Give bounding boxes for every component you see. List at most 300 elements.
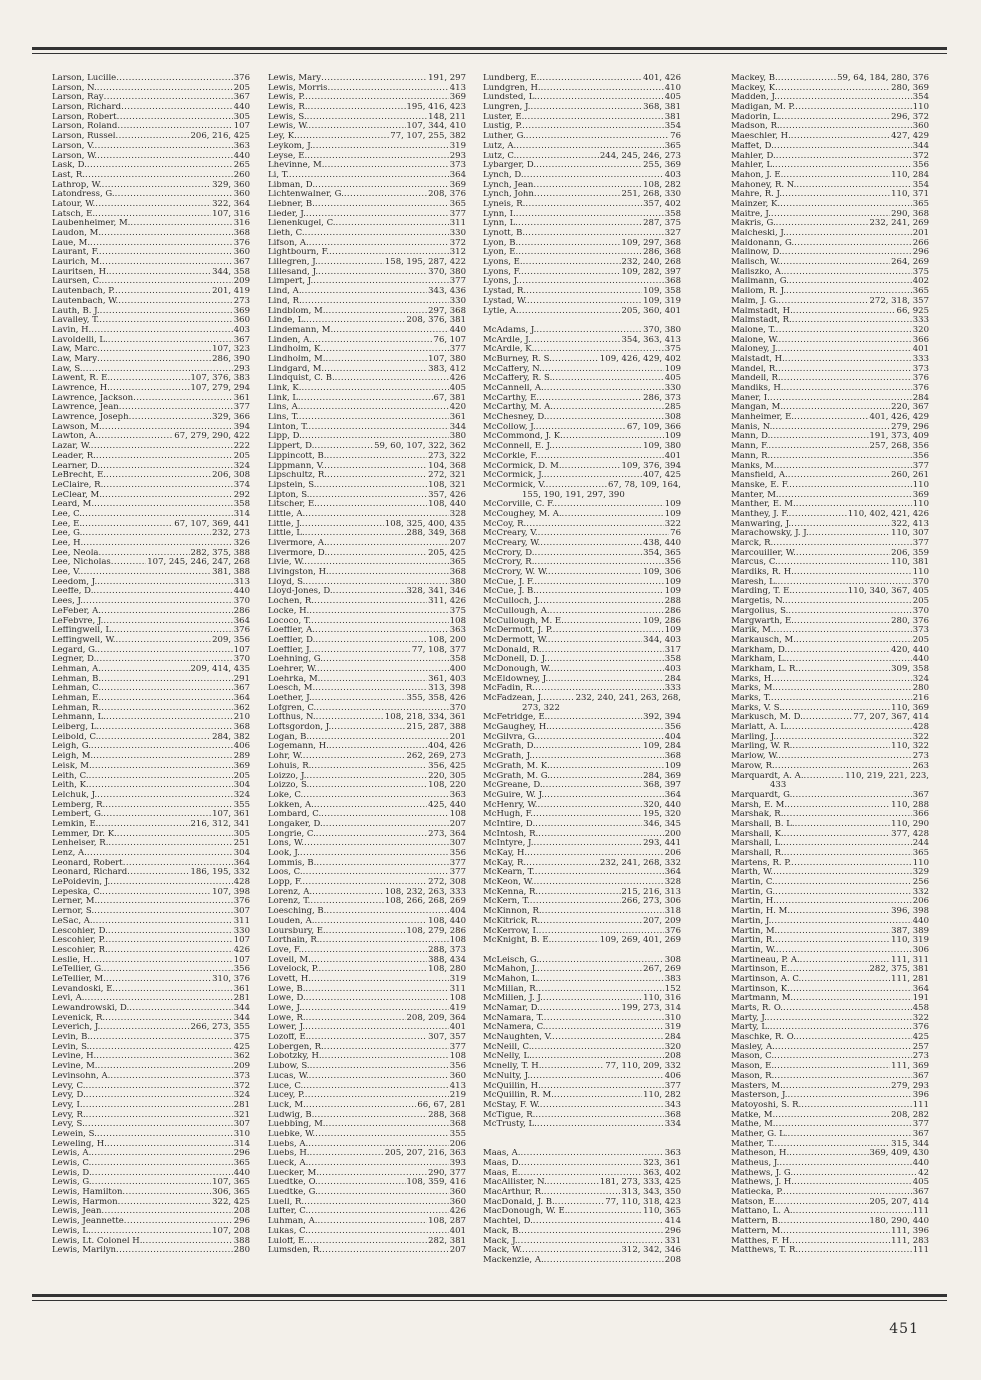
entry-pages: 376	[233, 897, 250, 907]
entry-pages: 273	[912, 1052, 929, 1062]
index-entry	[483, 597, 681, 607]
entry-pages: 364	[449, 170, 466, 180]
dot-leader	[778, 752, 911, 762]
entry-name: Lewandrowski, D.	[52, 1004, 130, 1013]
entry-name: Marcouiller, W.	[731, 548, 796, 558]
index-entry	[731, 113, 929, 123]
index-entry	[52, 1217, 250, 1227]
entry-pages: 376	[233, 238, 250, 248]
dot-leader	[552, 355, 599, 365]
entry-pages: 388	[233, 1236, 250, 1246]
entry-pages: 307	[449, 839, 466, 849]
entry-pages: 107	[233, 645, 250, 655]
dot-leader	[544, 384, 664, 394]
index-entry	[731, 907, 929, 917]
entry-name: Law, Marc	[52, 345, 97, 355]
index-entry	[268, 752, 466, 762]
index-entry	[483, 307, 681, 317]
entry-pages: 440	[233, 103, 250, 113]
entry-name: Lons, W.	[268, 839, 304, 849]
entry-pages: 216, 312, 341	[190, 819, 250, 829]
entry-name: Mahler, L.	[731, 161, 775, 171]
entry-pages: 111, 369	[891, 1062, 929, 1072]
entry-pages: 388, 434	[428, 955, 466, 965]
index-entry	[52, 345, 250, 355]
index-entry	[731, 1082, 929, 1092]
entry-pages: 383, 412	[428, 364, 466, 374]
index-entry	[268, 171, 466, 181]
entry-name: Matoyoshi, S. R.	[731, 1100, 802, 1110]
entry-pages: 110, 381	[891, 558, 929, 568]
dot-leader	[311, 617, 449, 627]
index-entry	[52, 1130, 250, 1140]
entry-name: Lewis, Morris	[268, 83, 328, 93]
entry-name: Lozoff, E.	[268, 1033, 309, 1043]
entry-name: Lescohier, R.	[52, 945, 108, 955]
entry-pages: 304	[233, 781, 250, 791]
index-entry	[483, 810, 681, 820]
index-entry	[483, 655, 681, 665]
entry-name: Lloyd, S.	[268, 577, 306, 587]
entry-pages: 425	[233, 1042, 250, 1052]
entry-name: Levin, S.	[52, 1042, 90, 1052]
index-entry	[268, 956, 466, 966]
dot-leader	[527, 297, 642, 307]
index-columns	[52, 74, 929, 1274]
index-entry	[483, 442, 681, 452]
dot-leader	[319, 936, 448, 946]
dot-leader	[309, 1072, 449, 1082]
dot-leader	[534, 558, 663, 568]
dot-leader	[792, 316, 912, 326]
entry-pages: 328	[449, 509, 466, 519]
entry-pages: 286, 373	[643, 393, 681, 403]
entry-name: Lavin, H.	[52, 325, 92, 335]
index-entry	[731, 655, 929, 665]
entry-pages: 367	[912, 1071, 929, 1081]
entry-name: Link, K.	[268, 384, 302, 393]
entry-name: Loesch, M.	[268, 684, 316, 694]
dot-leader	[550, 607, 664, 617]
dot-leader	[306, 1014, 406, 1024]
index-entry	[483, 161, 681, 171]
entry-pages: 364	[233, 858, 250, 868]
entry-pages: 109	[664, 509, 681, 519]
entry-pages: 370, 380	[428, 267, 466, 277]
entry-pages: 401	[912, 345, 929, 355]
dot-leader	[302, 287, 428, 297]
index-entry	[52, 452, 250, 462]
entry-pages: 364	[664, 790, 681, 800]
index-entry	[268, 801, 466, 811]
dot-leader	[99, 248, 233, 258]
dot-leader	[516, 142, 664, 152]
index-entry	[52, 762, 250, 772]
dot-leader	[133, 394, 233, 404]
dot-leader	[526, 132, 669, 142]
index-entry	[268, 239, 466, 249]
index-entry	[483, 142, 681, 152]
dot-leader	[539, 394, 642, 404]
index-entry	[268, 384, 466, 394]
index-entry	[52, 956, 250, 966]
entry-pages: 401, 426, 429	[869, 413, 929, 423]
index-entry	[731, 307, 929, 317]
entry-pages: 406	[233, 742, 250, 752]
entry-pages: 354, 363, 413	[621, 335, 681, 345]
entry-pages: 366	[912, 810, 929, 820]
entry-name: Little, A.	[268, 509, 306, 519]
section-gap	[483, 1140, 681, 1150]
index-entry	[483, 723, 681, 733]
entry-pages: 286, 368	[643, 248, 681, 258]
dot-leader	[774, 142, 912, 152]
entry-name: Lucas, W.	[268, 1071, 309, 1081]
index-entry	[483, 849, 681, 859]
index-entry	[268, 210, 466, 220]
dot-leader	[792, 742, 890, 752]
entry-pages: 313, 343, 350	[621, 1188, 681, 1198]
index-entry	[731, 839, 929, 849]
entry-pages: 110, 340, 367, 405	[847, 587, 929, 597]
entry-pages: 76	[670, 529, 681, 539]
entry-name: Lawton, A.	[52, 432, 99, 442]
entry-name: Leffingwell, W.	[52, 635, 116, 645]
entry-name: Learner, D.	[52, 461, 101, 471]
entry-pages: 322	[664, 519, 681, 529]
index-entry	[268, 694, 466, 704]
index-entry	[52, 122, 250, 132]
dot-leader	[311, 975, 449, 985]
dot-leader	[788, 607, 911, 617]
entry-name: Larson, Lucille	[52, 74, 117, 83]
entry-pages: 273	[912, 752, 929, 762]
dot-leader	[308, 1140, 449, 1150]
entry-pages: 205	[912, 635, 929, 645]
dot-leader	[544, 1256, 664, 1266]
entry-name: McCormick, J.	[483, 471, 544, 481]
entry-name: Mattern, B.	[731, 1217, 781, 1227]
dot-leader	[552, 1033, 664, 1043]
index-entry	[268, 1043, 466, 1053]
entry-pages: 440	[233, 587, 250, 597]
dot-leader	[101, 277, 232, 287]
dot-leader	[327, 549, 427, 559]
dot-leader	[547, 413, 664, 423]
dot-leader	[123, 859, 233, 869]
dot-leader	[101, 694, 233, 704]
entry-name: Lehman, C.	[52, 684, 102, 694]
index-entry	[52, 481, 250, 491]
index-entry	[268, 1159, 466, 1169]
entry-name: Lumsden, R.	[268, 1246, 322, 1256]
index-entry	[52, 723, 250, 733]
index-entry	[52, 946, 250, 956]
index-entry	[52, 423, 250, 433]
section-gap	[483, 1130, 681, 1140]
entry-name: Lipstein, S.	[268, 480, 317, 490]
entry-name: Lyon, E.	[483, 248, 519, 258]
dot-leader	[542, 365, 664, 375]
index-entry	[268, 1101, 466, 1111]
dot-leader	[122, 1188, 211, 1198]
index-entry	[268, 374, 466, 384]
dot-leader	[783, 1227, 890, 1237]
index-entry	[52, 907, 250, 917]
index-entry	[731, 868, 929, 878]
index-entry	[483, 1072, 681, 1082]
entry-name: Lemmer, Dr. K.	[52, 829, 117, 839]
entry-name: Latour, W.	[52, 199, 96, 209]
index-entry	[483, 229, 681, 239]
index-entry	[52, 1169, 250, 1179]
entry-pages: 322, 413	[891, 519, 929, 529]
index-entry	[731, 617, 929, 627]
dot-leader	[543, 694, 574, 704]
entry-pages: 343, 436	[428, 287, 466, 297]
index-entry	[52, 801, 250, 811]
dot-leader	[776, 1120, 912, 1130]
dot-leader	[537, 733, 664, 743]
dot-leader	[302, 432, 449, 442]
entry-name: McBurney, R. S.	[483, 354, 552, 364]
index-entry	[483, 1188, 681, 1198]
entry-pages: 316	[233, 219, 250, 229]
entry-name: Leith, C.	[52, 771, 89, 781]
entry-pages: 374	[233, 480, 250, 490]
entry-pages: 360	[233, 248, 250, 258]
entry-pages: 220, 305	[428, 771, 466, 781]
entry-name: Mackey, K.	[731, 83, 778, 93]
entry-name: Masley, A.	[731, 1042, 775, 1052]
entry-pages: 107, 365	[212, 1178, 250, 1188]
dot-leader	[531, 336, 621, 346]
index-entry	[731, 752, 929, 762]
entry-pages: 288	[664, 597, 681, 607]
dot-leader	[796, 500, 912, 510]
section-gap	[483, 946, 681, 956]
entry-pages: 322, 364	[212, 199, 250, 209]
dot-leader	[783, 1004, 912, 1014]
entry-pages: 208, 282	[891, 1110, 929, 1120]
entry-name: Loizzo, J.	[268, 771, 307, 781]
dot-leader	[317, 500, 427, 510]
index-entry	[731, 181, 929, 191]
dot-leader	[785, 597, 912, 607]
index-entry	[52, 248, 250, 258]
index-column-1	[52, 74, 250, 1256]
entry-name: Lutz, A.	[483, 141, 517, 151]
entry-pages: 273, 322	[522, 703, 560, 713]
index-entry	[731, 587, 929, 597]
entry-pages: 208	[664, 1052, 681, 1062]
dot-leader	[329, 568, 449, 578]
index-entry	[483, 384, 681, 394]
index-entry	[268, 791, 466, 801]
dot-leader	[101, 675, 233, 685]
index-entry	[52, 713, 250, 723]
entry-name: McHenry, W.	[483, 800, 538, 810]
dot-leader	[540, 539, 642, 549]
entry-name: Loizzo, S.	[268, 781, 310, 791]
entry-name: Lauritsen, H.	[52, 267, 109, 277]
entry-name: Lyons, F.	[483, 267, 521, 277]
index-entry	[731, 994, 929, 1004]
entry-pages: 358	[664, 655, 681, 665]
entry-pages: 107, 323	[212, 345, 250, 355]
entry-pages: 404	[664, 732, 681, 742]
entry-name: McIntosh, R.	[483, 829, 539, 839]
entry-name: Lynch, Jean	[483, 180, 534, 190]
entry-pages: 368	[233, 229, 250, 238]
index-entry	[731, 152, 929, 162]
dot-leader	[306, 1101, 416, 1111]
index-entry	[52, 897, 250, 907]
index-entry	[268, 781, 466, 791]
entry-pages: 108, 359, 416	[406, 1178, 466, 1188]
entry-name: Lehmann, L.	[52, 713, 106, 723]
index-entry	[268, 655, 466, 665]
entry-pages: 109, 426, 429, 402	[599, 354, 681, 364]
entry-name: Lorthain, R.	[268, 936, 320, 946]
entry-name: Latondress, G.	[52, 190, 115, 200]
entry-name: Matthes, F. H.	[731, 1236, 792, 1246]
index-entry	[731, 1120, 929, 1130]
dot-leader	[313, 142, 449, 152]
entry-name: McCorville, C. F.	[483, 500, 555, 510]
index-entry	[268, 1023, 466, 1033]
dot-leader	[326, 927, 406, 937]
entry-pages: 319	[449, 974, 466, 984]
index-entry	[268, 568, 466, 578]
index-entry	[731, 1198, 929, 1208]
index-entry	[483, 1014, 681, 1024]
dot-leader	[784, 830, 891, 840]
entry-pages: 377	[449, 858, 466, 868]
entry-pages: 110	[912, 500, 929, 510]
entry-pages: 256	[912, 878, 929, 888]
dot-leader	[87, 849, 233, 859]
entry-pages: 373	[449, 161, 466, 171]
index-entry	[52, 336, 250, 346]
entry-name: Loether, J.	[268, 694, 312, 703]
index-entry	[731, 510, 929, 520]
entry-pages: 108	[449, 810, 466, 820]
dot-leader	[324, 462, 427, 472]
dot-leader	[787, 646, 890, 656]
dot-leader	[794, 413, 869, 423]
index-entry	[268, 345, 466, 355]
entry-pages: 377	[449, 1042, 466, 1052]
index-entry	[731, 481, 929, 491]
entry-pages: 310	[233, 1129, 250, 1139]
dot-leader	[535, 549, 643, 559]
dot-leader	[540, 1101, 664, 1111]
dot-leader	[313, 277, 449, 287]
entry-name: Lewis, Jean	[52, 1207, 102, 1217]
entry-name: Lepeska, C.	[52, 887, 103, 897]
dot-leader	[92, 1178, 212, 1188]
entry-name: Leigh, M.	[52, 752, 94, 762]
entry-name: Longrie, C.	[268, 829, 316, 839]
dot-leader	[99, 723, 233, 733]
index-entry	[52, 568, 250, 578]
index-entry	[52, 1072, 250, 1082]
index-entry	[268, 248, 466, 258]
entry-name: Lavalley, T.	[52, 316, 100, 326]
index-entry	[52, 965, 250, 975]
entry-name: Lautenbach, P.	[52, 287, 115, 297]
index-entry	[483, 917, 681, 927]
index-entry	[268, 84, 466, 94]
index-entry	[52, 1101, 250, 1111]
dot-leader	[89, 1043, 232, 1053]
entry-name: Maner, I.	[731, 393, 770, 403]
entry-pages: 111, 281	[891, 974, 929, 984]
entry-pages: 148, 211	[428, 112, 466, 122]
entry-pages: 285	[664, 403, 681, 413]
entry-pages: 286	[233, 606, 250, 616]
entry-name: McIntire, D.	[483, 819, 536, 829]
entry-name: Lightbourn, F.	[268, 248, 329, 258]
entry-pages: 244	[912, 839, 929, 849]
entry-pages: 42	[918, 1168, 929, 1178]
entry-name: Luloff, E.	[268, 1236, 308, 1246]
index-entry	[52, 268, 250, 278]
entry-pages: 107, 208	[212, 1226, 250, 1236]
index-entry	[731, 219, 929, 229]
entry-pages: 323, 361	[643, 1159, 681, 1168]
entry-name: Leibold, C.	[52, 732, 99, 742]
entry-pages: 107, 344, 410	[406, 122, 466, 132]
index-entry	[268, 897, 466, 907]
entry-name: McLeisch, G.	[483, 955, 540, 965]
entry-pages: 425	[912, 1033, 929, 1043]
index-entry	[731, 248, 929, 258]
index-entry	[268, 713, 466, 723]
index-entry	[268, 122, 466, 132]
entry-name: Lees, J.	[52, 597, 83, 607]
dot-leader	[775, 888, 912, 898]
index-entry	[52, 1052, 250, 1062]
entry-name: Levy, D.	[52, 1091, 86, 1101]
index-entry	[483, 549, 681, 559]
entry-pages: 67, 109, 366	[626, 422, 681, 432]
dot-leader	[327, 539, 449, 549]
index-entry	[52, 655, 250, 665]
entry-pages: 414	[664, 1217, 681, 1227]
entry-pages: 59, 64, 184, 280, 376	[837, 74, 929, 83]
entry-name: Markham, L.	[731, 655, 787, 665]
index-entry	[483, 326, 681, 336]
dot-leader	[97, 355, 211, 365]
dot-leader	[538, 985, 663, 995]
dot-leader	[100, 1023, 189, 1033]
index-entry	[483, 268, 681, 278]
index-entry	[268, 539, 466, 549]
dot-leader	[783, 1082, 890, 1092]
entry-name: Lystad, R.	[483, 287, 527, 297]
entry-pages: 287, 375	[643, 219, 681, 229]
dot-leader	[311, 956, 427, 966]
dot-leader	[315, 1130, 449, 1140]
dot-leader	[117, 113, 233, 123]
entry-name: McDermott, J. P.	[483, 626, 553, 636]
index-entry	[52, 462, 250, 472]
entry-name: McCaffery, N.	[483, 364, 542, 374]
index-entry	[52, 1149, 250, 1159]
entry-name: Look, J.	[268, 849, 300, 858]
